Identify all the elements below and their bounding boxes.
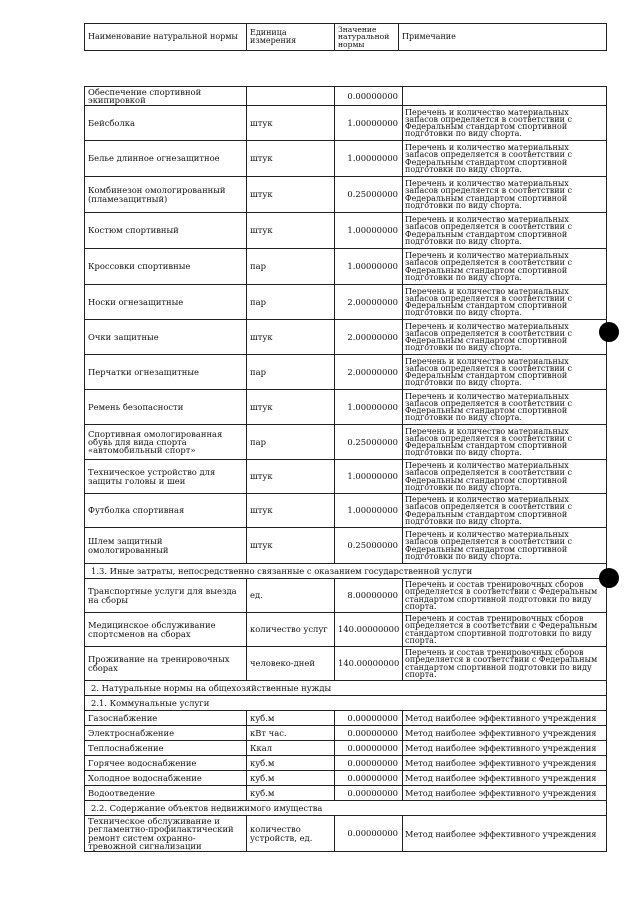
table-row xyxy=(85,786,607,801)
norm-note: Перечень и количество материальных запасов определяется в соответствии с Федеральным стандартом спортивной подготовки по виду спорта. xyxy=(403,494,607,528)
section-2-1-title: 2.1. Коммунальные услуги xyxy=(85,696,607,711)
norm-name: Костюм спортивный xyxy=(85,213,247,249)
norm-note: Метод наиболее эффективного учреждения xyxy=(403,771,607,786)
section-row xyxy=(85,681,607,696)
binder-hole-bottom xyxy=(599,568,619,588)
norm-unit: штук xyxy=(247,106,335,141)
section-1-3-title: 1.3. Иные затраты, непосредственно связанные с оказанием государственной услуги xyxy=(85,564,607,579)
norm-name: Бейсболка xyxy=(85,106,247,141)
norm-note xyxy=(403,87,607,106)
norm-note: Перечень и состав тренировочных сборов определяется в соответствии с Федеральным стандартом спортивной подготовки по виду спорта. xyxy=(403,613,607,647)
norm-unit: пар xyxy=(247,355,335,390)
norm-note: Перечень и состав тренировочных сборов определяется в соответствии с Федеральным стандартом спортивной подготовки по виду спорта. xyxy=(403,647,607,681)
norm-note: Перечень и количество материальных запасов определяется в соответствии с Федеральным стандартом спортивной подготовки по виду спорта. xyxy=(403,320,607,355)
norm-note: Перечень и количество материальных запасов определяется в соответствии с Федеральным стандартом спортивной подготовки по виду спорта. xyxy=(403,177,607,213)
norm-unit: человеко-дней xyxy=(247,647,335,681)
norm-value: 1.00000000 xyxy=(335,106,403,141)
norm-note: Метод наиболее эффективного учреждения xyxy=(403,741,607,756)
norm-name: Проживание на тренировочных сборах xyxy=(85,647,247,681)
norm-note: Перечень и количество материальных запасов определяется в соответствии с Федеральным стандартом спортивной подготовки по виду спорта. xyxy=(403,390,607,425)
norm-value: 2.00000000 xyxy=(335,320,403,355)
norm-value: 0.25000000 xyxy=(335,425,403,460)
norms-table xyxy=(84,86,607,852)
norm-unit: куб.м xyxy=(247,756,335,771)
norm-note: Перечень и количество материальных запасов определяется в соответствии с Федеральным стандартом спортивной подготовки по виду спорта. xyxy=(403,141,607,177)
header-value-column: Значение натуральной нормы xyxy=(335,24,399,51)
norm-value: 0.00000000 xyxy=(335,771,403,786)
norm-unit: ед. xyxy=(247,579,335,613)
table-row xyxy=(85,579,607,613)
norm-unit: куб.м xyxy=(247,711,335,726)
section-2-title: 2. Натуральные нормы на общехозяйственные нужды xyxy=(85,681,607,696)
norm-name: Перчатки огнезащитные xyxy=(85,355,247,390)
section-row xyxy=(85,801,607,816)
norm-value: 140.00000000 xyxy=(335,613,403,647)
table-row xyxy=(85,425,607,460)
section-row xyxy=(85,564,607,579)
section-row xyxy=(85,696,607,711)
norm-note: Перечень и количество материальных запасов определяется в соответствии с Федеральным стандартом спортивной подготовки по виду спорта. xyxy=(403,355,607,390)
norm-unit: штук xyxy=(247,460,335,494)
norm-value: 1.00000000 xyxy=(335,141,403,177)
table-row xyxy=(85,213,607,249)
table-row xyxy=(85,106,607,141)
norm-unit: пар xyxy=(247,285,335,320)
norm-name: Комбинезон омологированный (пламезащитный) xyxy=(85,177,247,213)
norm-note: Перечень и количество материальных запасов определяется в соответствии с Федеральным стандартом спортивной подготовки по виду спорта. xyxy=(403,528,607,564)
norm-value: 140.00000000 xyxy=(335,647,403,681)
norm-note: Метод наиболее эффективного учреждения xyxy=(403,816,607,852)
norm-name: Ремень безопасности xyxy=(85,390,247,425)
norm-value: 2.00000000 xyxy=(335,355,403,390)
header-name-column: Наименование натуральной нормы xyxy=(85,24,247,51)
binder-hole-top xyxy=(599,322,619,342)
norm-note: Перечень и количество материальных запасов определяется в соответствии с Федеральным стандартом спортивной подготовки по виду спорта. xyxy=(403,106,607,141)
norm-value: 1.00000000 xyxy=(335,213,403,249)
norm-name: Обеспечение спортивной экипировкой xyxy=(85,87,247,106)
table-row xyxy=(85,741,607,756)
table-header xyxy=(84,23,607,51)
norm-unit: штук xyxy=(247,320,335,355)
norm-unit: штук xyxy=(247,177,335,213)
norm-value: 0.00000000 xyxy=(335,756,403,771)
table-row xyxy=(85,816,607,852)
norm-name: Носки огнезащитные xyxy=(85,285,247,320)
norm-note: Перечень и состав тренировочных сборов определяется в соответствии с Федеральным стандартом спортивной подготовки по виду спорта. xyxy=(403,579,607,613)
norm-value: 0.00000000 xyxy=(335,741,403,756)
norm-unit: кВт час. xyxy=(247,726,335,741)
norm-name: Водоотведение xyxy=(85,786,247,801)
norm-unit: штук xyxy=(247,390,335,425)
norm-unit: пар xyxy=(247,249,335,285)
norm-name: Спортивная омологированная обувь для вида спорта «автомобильный спорт» xyxy=(85,425,247,460)
norm-note: Метод наиболее эффективного учреждения xyxy=(403,726,607,741)
norm-unit: количество устройств, ед. xyxy=(247,816,335,852)
norm-name: Техническое обслуживание и регламентно-профилактический ремонт систем охранно-тревожной сигнализации xyxy=(85,816,247,852)
table-row xyxy=(85,494,607,528)
norm-unit: пар xyxy=(247,425,335,460)
norm-name: Белье длинное огнезащитное xyxy=(85,141,247,177)
table-row xyxy=(85,390,607,425)
table-row xyxy=(85,756,607,771)
norm-value: 1.00000000 xyxy=(335,249,403,285)
section-2-2-title: 2.2. Содержание объектов недвижимого имущества xyxy=(85,801,607,816)
norm-note: Перечень и количество материальных запасов определяется в соответствии с Федеральным стандартом спортивной подготовки по виду спорта. xyxy=(403,249,607,285)
table-row xyxy=(85,726,607,741)
norm-value: 0.00000000 xyxy=(335,87,403,106)
norm-name: Футболка спортивная xyxy=(85,494,247,528)
norm-unit xyxy=(247,87,335,106)
norm-name: Теплоснабжение xyxy=(85,741,247,756)
norm-note: Перечень и количество материальных запасов определяется в соответствии с Федеральным стандартом спортивной подготовки по виду спорта. xyxy=(403,285,607,320)
norm-note: Метод наиболее эффективного учреждения xyxy=(403,756,607,771)
norm-name: Кроссовки спортивные xyxy=(85,249,247,285)
table-row xyxy=(85,528,607,564)
table-row xyxy=(85,249,607,285)
norm-value: 0.25000000 xyxy=(335,177,403,213)
norm-unit: штук xyxy=(247,141,335,177)
norm-name: Газоснабжение xyxy=(85,711,247,726)
norm-unit: количество услуг xyxy=(247,613,335,647)
table-row xyxy=(85,355,607,390)
norm-name: Электроснабжение xyxy=(85,726,247,741)
norm-unit: штук xyxy=(247,528,335,564)
norm-name: Очки защитные xyxy=(85,320,247,355)
norm-note: Метод наиболее эффективного учреждения xyxy=(403,786,607,801)
norm-name: Горячее водоснабжение xyxy=(85,756,247,771)
table-row xyxy=(85,771,607,786)
header-note-column: Примечание xyxy=(399,24,607,51)
norm-value: 0.00000000 xyxy=(335,786,403,801)
norm-value: 1.00000000 xyxy=(335,460,403,494)
table-row xyxy=(85,460,607,494)
norm-value: 0.00000000 xyxy=(335,816,403,852)
header-unit-column: Единица измерения xyxy=(247,24,335,51)
table-row xyxy=(85,141,607,177)
table-row xyxy=(85,285,607,320)
norm-name: Техническое устройство для защиты головы и шеи xyxy=(85,460,247,494)
norm-value: 8.00000000 xyxy=(335,579,403,613)
norm-unit: куб.м xyxy=(247,771,335,786)
norm-name: Шлем защитный омологированный xyxy=(85,528,247,564)
table-row xyxy=(85,320,607,355)
norm-unit: куб.м xyxy=(247,786,335,801)
table-row xyxy=(85,613,607,647)
norm-value: 1.00000000 xyxy=(335,494,403,528)
norm-note: Перечень и количество материальных запасов определяется в соответствии с Федеральным стандартом спортивной подготовки по виду спорта. xyxy=(403,213,607,249)
norm-value: 2.00000000 xyxy=(335,285,403,320)
norm-value: 0.25000000 xyxy=(335,528,403,564)
norm-unit: Ккал xyxy=(247,741,335,756)
norm-value: 0.00000000 xyxy=(335,726,403,741)
norm-value: 1.00000000 xyxy=(335,390,403,425)
norm-unit: штук xyxy=(247,494,335,528)
table-row xyxy=(85,177,607,213)
table-row xyxy=(85,647,607,681)
table-row xyxy=(85,711,607,726)
norm-name: Транспортные услуги для выезда на сборы xyxy=(85,579,247,613)
norm-value: 0.00000000 xyxy=(335,711,403,726)
table-row xyxy=(85,87,607,106)
norm-note: Метод наиболее эффективного учреждения xyxy=(403,711,607,726)
norm-name: Медицинское обслуживание спортсменов на сборах xyxy=(85,613,247,647)
norm-note: Перечень и количество материальных запасов определяется в соответствии с Федеральным стандартом спортивной подготовки по виду спорта. xyxy=(403,425,607,460)
norm-note: Перечень и количество материальных запасов определяется в соответствии с Федеральным стандартом спортивной подготовки по виду спорта. xyxy=(403,460,607,494)
norm-unit: штук xyxy=(247,213,335,249)
norm-name: Холодное водоснабжение xyxy=(85,771,247,786)
